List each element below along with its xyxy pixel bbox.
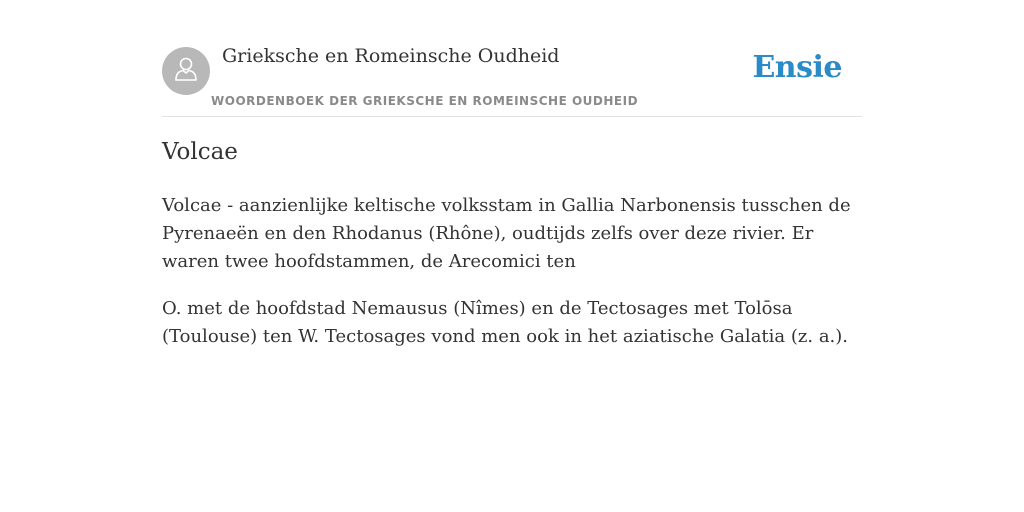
ensie-logo[interactable]: Ensie (752, 50, 842, 85)
entry-paragraph: Volcae - aanzienlijke keltische volksstam in Gallia Narbonensis tusschen de Pyrenaeën en den Rhodanus (Rhône), oudtijds zelfs over deze rivier. Er waren twee hoofdstammen, de Arecomici ten (162, 195, 851, 272)
user-icon (171, 54, 201, 88)
entry-title: Volcae (162, 139, 238, 165)
source-avatar[interactable] (162, 47, 210, 95)
entry-paragraph: O. met de hoofdstad Nemausus (Nîmes) en de Tectosages met Tolōsa (Toulouse) ten W. Tectosages vond men ook in het aziatische Galatia (z. a.). (162, 298, 849, 347)
entry-body (162, 192, 862, 370)
source-subtitle: WOORDENBOEK DER GRIEKSCHE EN ROMEINSCHE OUDHEID (211, 94, 639, 108)
source-title[interactable]: Grieksche en Romeinsche Oudheid (222, 45, 560, 67)
page (162, 0, 862, 347)
source-header (162, 0, 862, 117)
